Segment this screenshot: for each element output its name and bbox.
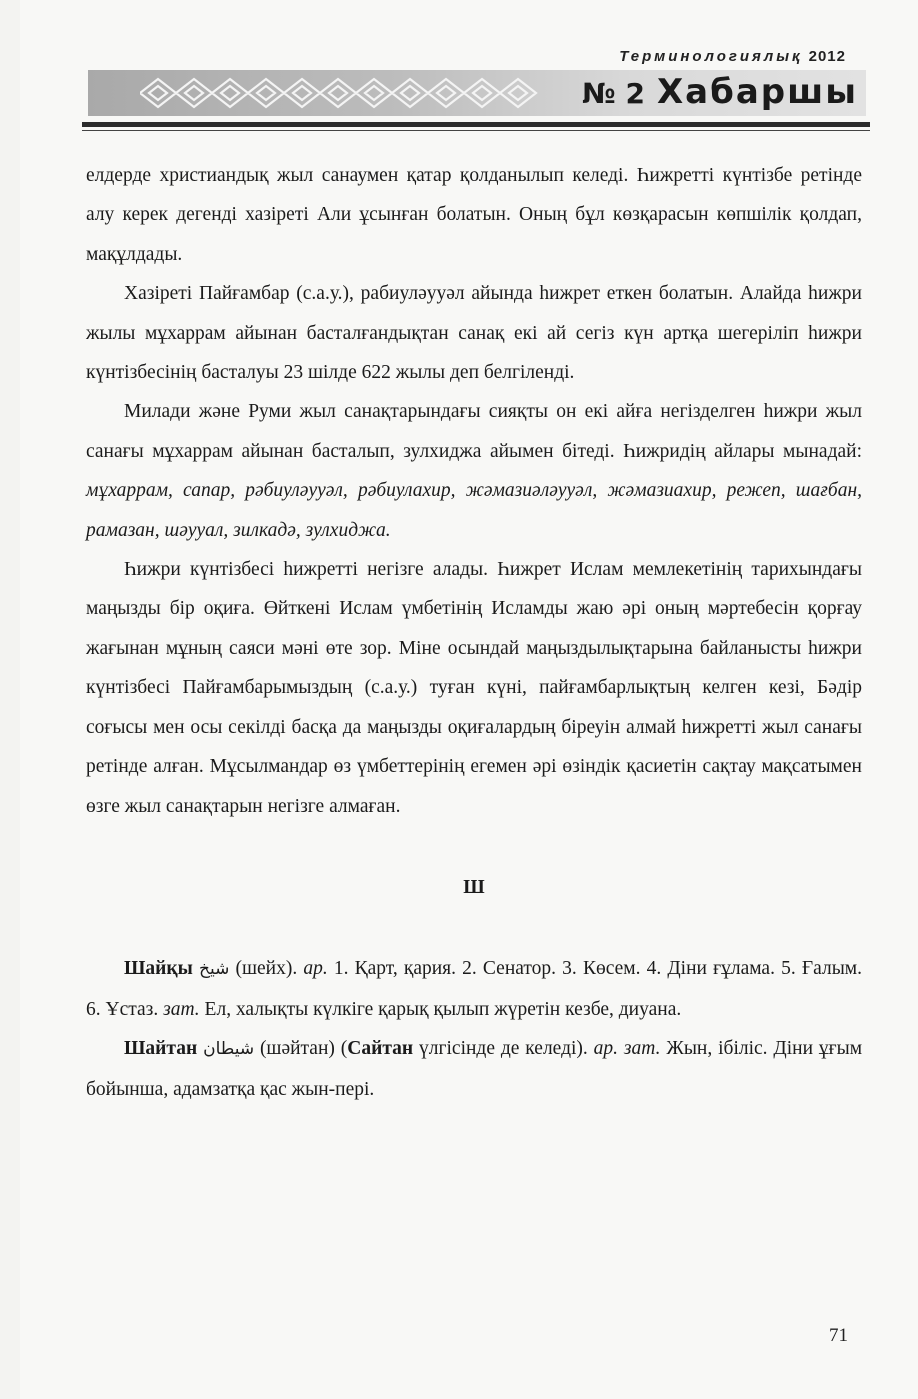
entry-term: Шайқы xyxy=(124,958,193,980)
entry-variant: Сайтан xyxy=(347,1038,414,1060)
entry-gram: зат. xyxy=(623,1038,661,1060)
banner-name: Хабаршы xyxy=(656,72,858,112)
entry-variant-rest: үлгісінде де келеді). xyxy=(419,1038,588,1060)
paragraph: Хазіреті Пайғамбар (с.а.у.), рабиуләууәл айында һижрет еткен болатын. Алайда һижри жылы мұхаррам айынан басталғандықтан санақ екі ай сегіз күн артқа шегеріліп һижри күнтізбесінің басталуы 23 шілде 622 жылы деп белгіленді. xyxy=(86,283,862,384)
ornament-pattern-icon xyxy=(140,74,560,112)
entry-arabic: شيخ xyxy=(199,959,230,980)
months-list: мұхаррам, сапар, рәбиуләууәл, рәбиулахир, жәмазиәләууәл, жәмазиахир, режеп, шағбан, рамазан, шәууал, зилкадә, зулхиджа. xyxy=(86,480,862,541)
months-intro: Милади және Руми жыл санақтарындағы сияқты он екі айға негізделген һижри жыл санағы мұхаррам айынан басталып, зулхиджа айымен бітеді. Һижридің айлары мынадай: xyxy=(86,401,862,462)
entry-def: Жын, ібіліс. Діни ұғым бойынша, адамзатқа қас жын-пері. xyxy=(86,1038,863,1100)
entry-arabic: شيطان xyxy=(203,1039,255,1060)
dictionary-entry xyxy=(86,949,862,1029)
entry-pron: (шәйтан) xyxy=(259,1038,335,1060)
article-body xyxy=(86,156,862,1109)
entry-def: Ел, халықты күлкіге қарық қылып жүретін кезбе, диуана. xyxy=(204,998,682,1020)
header-banner xyxy=(88,70,866,116)
months-paragraph xyxy=(86,392,862,550)
journal-banner-title xyxy=(582,72,858,112)
dictionary-entry xyxy=(86,1029,862,1109)
entry-gram: ар. xyxy=(593,1038,619,1060)
paragraph: Һижри күнтізбесі һижретті негізге алады. Һижрет Ислам мемлекетінің тарихындағы маңызды бір оқиға. Өйткені Ислам үмбетінің Исламды жаю әрі оның мәртебесін қорғау жағынан мұның саяси мәні өте зор. Міне осындай маңыздылықтарына байланысты һижри күнтізбесі Пайғамбарымыздың (с.а.у.) туған күні, пайғамбарлықтың келген кезі, Бәдір соғысы мен осы секілді басқа да маңызды оқиғалардың біреуін алмай һижретті жыл санағы ретінде алған. Мұсылмандар өз үмбеттерінің егемен әрі өзіндік қасиетін сақтау мақсатымен өзге жыл санақтарын негізге алмаған. xyxy=(86,559,862,817)
entry-gram: зат. xyxy=(163,998,200,1020)
issue-number: № 2 xyxy=(582,77,645,110)
journal-year: 2012 xyxy=(808,48,846,65)
journal-name xyxy=(619,48,846,65)
entry-def: 1. Қарт, қария. 2. Сенатор. 3. Көсем. 4. Діни ғұлама. 5. Ғалым. 6. Ұстаз. xyxy=(86,958,863,1020)
entry-gram: ар. xyxy=(303,958,328,980)
header-rule-thin xyxy=(82,130,870,131)
entry-pron: (шейх). xyxy=(235,958,298,980)
section-letter: Ш xyxy=(463,876,485,898)
header-rule xyxy=(82,122,870,127)
entry-term: Шайтан xyxy=(124,1038,198,1060)
page xyxy=(20,0,918,1399)
journal-title: Терминологиялық xyxy=(619,48,803,65)
paragraph: елдерде христиандық жыл санаумен қатар қолданылып келеді. Һижретті күнтізбе ретінде алу керек дегенді хазіреті Али ұсынған болатын. Оның бұл көзқарасын көпшілік қолдап, мақұлдады. xyxy=(86,165,862,265)
entry-variant-open: ( xyxy=(340,1038,348,1060)
page-number: 71 xyxy=(829,1325,848,1346)
